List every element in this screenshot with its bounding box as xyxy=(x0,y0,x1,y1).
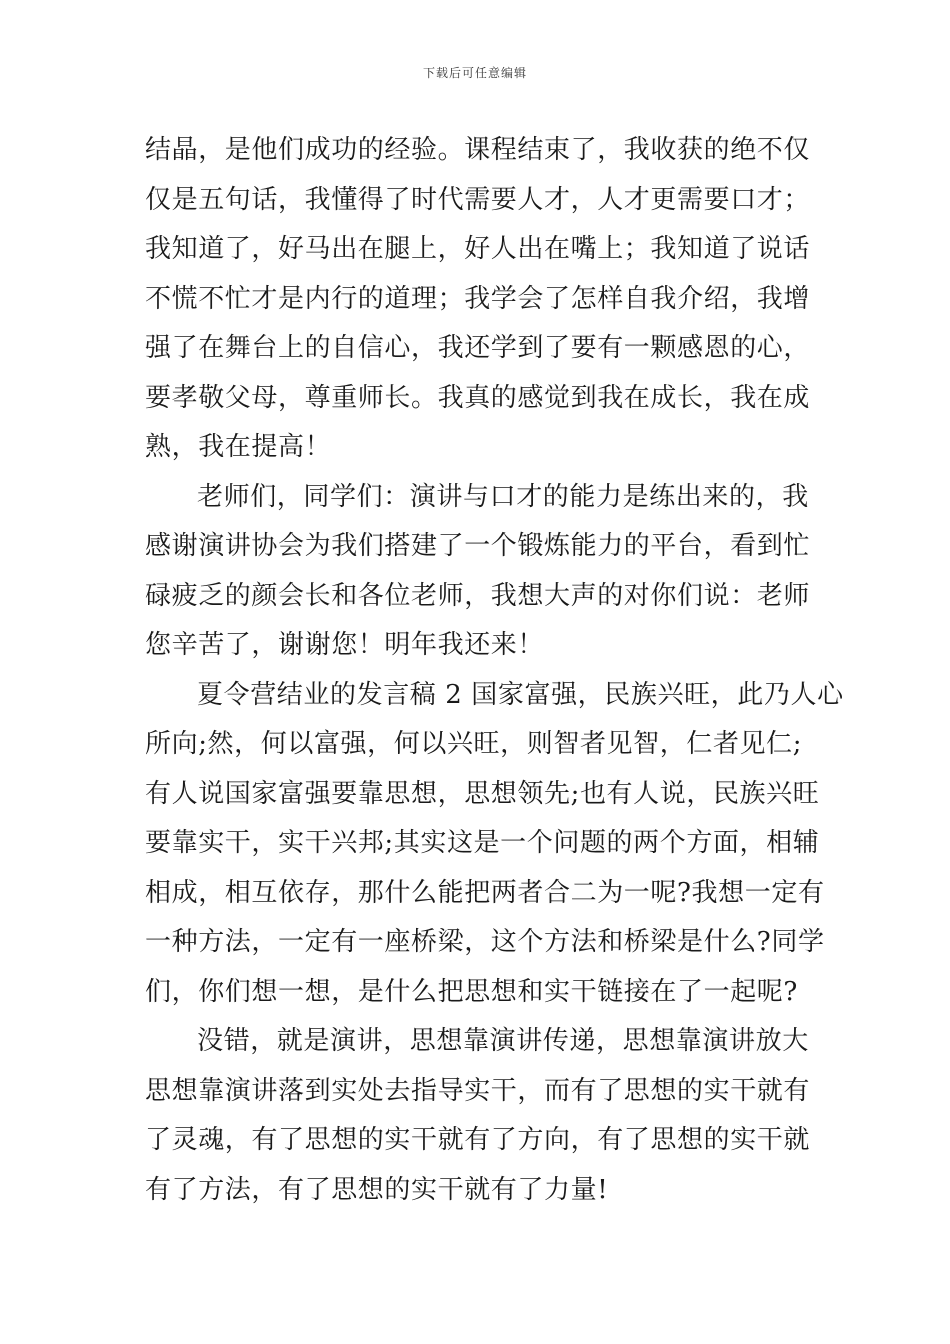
paragraph xyxy=(145,473,810,671)
text-line: 一种方法，一定有一座桥梁，这个方法和桥梁是什么?同学 xyxy=(145,927,825,957)
paragraph xyxy=(145,126,810,473)
text-line: 要孝敬父母，尊重师长。我真的感觉到我在成长，我在成 xyxy=(145,382,811,413)
paragraph xyxy=(145,1017,810,1215)
text-line: 强了在舞台上的自信心，我还学到了要有一颗感恩的心， xyxy=(145,333,811,363)
page-header: 下载后可任意编辑 xyxy=(422,66,527,80)
document-body xyxy=(145,126,844,1215)
text-line: 所向;然，何以富强，何以兴旺，则智者见智，仁者见仁; xyxy=(145,729,803,759)
text-line: 感谢演讲协会为我们搭建了一个锻炼能力的平台，看到忙 xyxy=(145,531,811,561)
text-line: 了灵魂，有了思想的实干就有了方向，有了思想的实干就 xyxy=(145,1125,811,1155)
text-line: 们，你们想一想，是什么把思想和实干链接在了一起呢? xyxy=(145,976,798,1007)
text-line: 碌疲乏的颜会长和各位老师，我想大声的对你们说：老师 xyxy=(145,580,811,611)
text-line: 熟，我在提高！ xyxy=(145,432,332,462)
text-line: 思想靠演讲落到实处去指导实干，而有了思想的实干就有 xyxy=(145,1075,811,1106)
text-line: 有了方法，有了思想的实干就有了力量! xyxy=(145,1174,609,1205)
text-line: 相成，相互依存，那什么能把两者合二为一呢?我想一定有 xyxy=(145,877,825,908)
text-line: 老师们，同学们：演讲与口才的能力是练出来的，我 xyxy=(197,481,809,512)
text-line: 夏令营结业的发言稿 2 国家富强，民族兴旺，此乃人心 xyxy=(197,679,844,710)
text-line: 您辛苦了，谢谢您！明年我还来！ xyxy=(145,630,545,660)
text-line: 我知道了，好马出在腿上，好人出在嘴上；我知道了说话 xyxy=(145,234,811,264)
text-line: 不慌不忙才是内行的道理；我学会了怎样自我介绍，我增 xyxy=(145,283,811,314)
text-line: 要靠实干，实干兴邦;其实这是一个问题的两个方面，相辅 xyxy=(145,828,820,858)
text-line: 仅是五句话，我懂得了时代需要人才，人才更需要口才； xyxy=(145,184,811,215)
text-line: 没错，就是演讲，思想靠演讲传递，思想靠演讲放大 xyxy=(197,1026,809,1056)
paragraph xyxy=(145,671,844,1018)
text-line: 有人说国家富强要靠思想，思想领先;也有人说，民族兴旺 xyxy=(145,778,820,809)
text-line: 结晶，是他们成功的经验。课程结束了，我收获的绝不仅 xyxy=(145,135,811,165)
